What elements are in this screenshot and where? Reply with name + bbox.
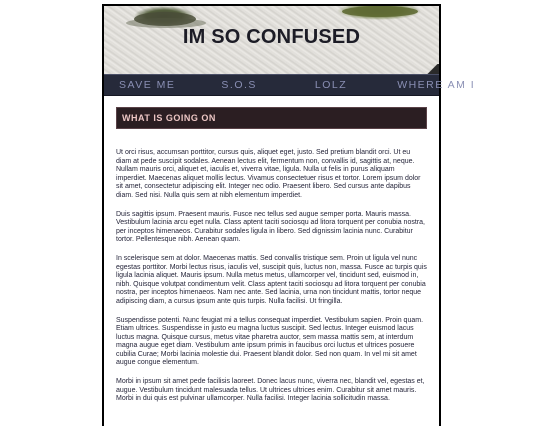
paragraph: Ut orci risus, accumsan porttitor, cursus quis, aliquet eget, justo. Sed pretium blandit orci. Ut eu diam at pede suscipit sodales. Aenean lectus elit, fermentum non, convallis id, sagittis at, neque. Nullam mauris orci, aliquet et, iaculis et, viverra vitae, ligula. Nulla ut felis in purus aliquam imperdiet. Maecenas aliquet mollis lectus. Vivamus consectetuer risus et tortor. Lorem ipsum dolor sit amet, consectetur adipiscing elit. Integer nec odio. Praesent libero. Sed cursus ante dapibus diam. Sed nisi. Nulla quis sem at nibh elementum imperdiet. [116, 149, 421, 199]
page-container [102, 4, 476, 426]
nav-item-sos[interactable]: S.O.S [221, 79, 257, 91]
banner-corner-decoration [427, 64, 439, 74]
nav-item-where-am-i[interactable]: WHERE AM I [397, 79, 476, 91]
nav-item-lolz[interactable]: LOLZ [314, 79, 348, 91]
section-heading: WHAT IS GOING ON [116, 107, 427, 129]
banner-rock-left [134, 12, 196, 26]
paragraph: Morbi in ipsum sit amet pede facilisis laoreet. Donec lacus nunc, viverra nec, blandit vel, egestas et, augue. Vestibulum tincidunt malesuada tellus. Ut ultrices ultrices enim. Curabitur sit amet mauris. Morbi in dui quis est pulvinar ullamcorper. Nulla facilisi. Integer lacinia sollicitudin massa. [116, 378, 425, 403]
nav-item-save-me[interactable]: SAVE ME [119, 79, 176, 91]
site-title: IM SO CONFUSED [182, 26, 361, 48]
paragraph: Duis sagittis ipsum. Praesent mauris. Fusce nec tellus sed augue semper porta. Mauris massa. Vestibulum lacinia arcu eget nulla. Class aptent taciti sociosqu ad litora torquent per conubia nostra, per inceptos himenaeos. Curabitur sodales ligula in libero. Sed dignissim lacinia nunc. Curabitur tortor. Pellentesque nibh. Aenean quam. [116, 210, 425, 244]
main-content [104, 96, 439, 404]
main-nav [104, 74, 476, 96]
banner-rock-right [342, 6, 418, 17]
paragraph: In scelerisque sem at dolor. Maecenas mattis. Sed convallis tristique sem. Proin ut ligula vel nunc egestas porttitor. Morbi lectus risus, iaculis vel, suscipit quis, luctus non, massa. Fusce ac turpis quis ligula lacinia aliquet. Mauris ipsum. Nulla metus metus, ullamcorper vel, tincidunt sed, euismod in, nibh. Quisque volutpat condimentum velit. Class aptent taciti sociosqu ad litora torquent per conubia nostra, per inceptos himenaeos. Nam nec ante. Sed lacinia, urna non tincidunt mattis, tortor neque adipiscing diam, a cursus ipsum ante quis turpis. Nulla facilisi. Ut fringilla. [116, 254, 427, 305]
paragraph: Suspendisse potenti. Nunc feugiat mi a tellus consequat imperdiet. Vestibulum sapien. Proin quam. Etiam ultrices. Suspendisse in justo eu magna luctus suscipit. Sed lectus. Integer euismod lacus luctus magna. Quisque cursus, metus vitae pharetra auctor, sem massa mattis sem, at interdum magna augue eget diam. Vestibulum ante ipsum primis in faucibus orci luctus et ultrices posuere cubilia Curae; Morbi lacinia molestie dui. Praesent blandit dolor. Sed non quam. In vel mi sit amet augue congue elementum. [116, 316, 424, 367]
header-banner [104, 6, 439, 74]
